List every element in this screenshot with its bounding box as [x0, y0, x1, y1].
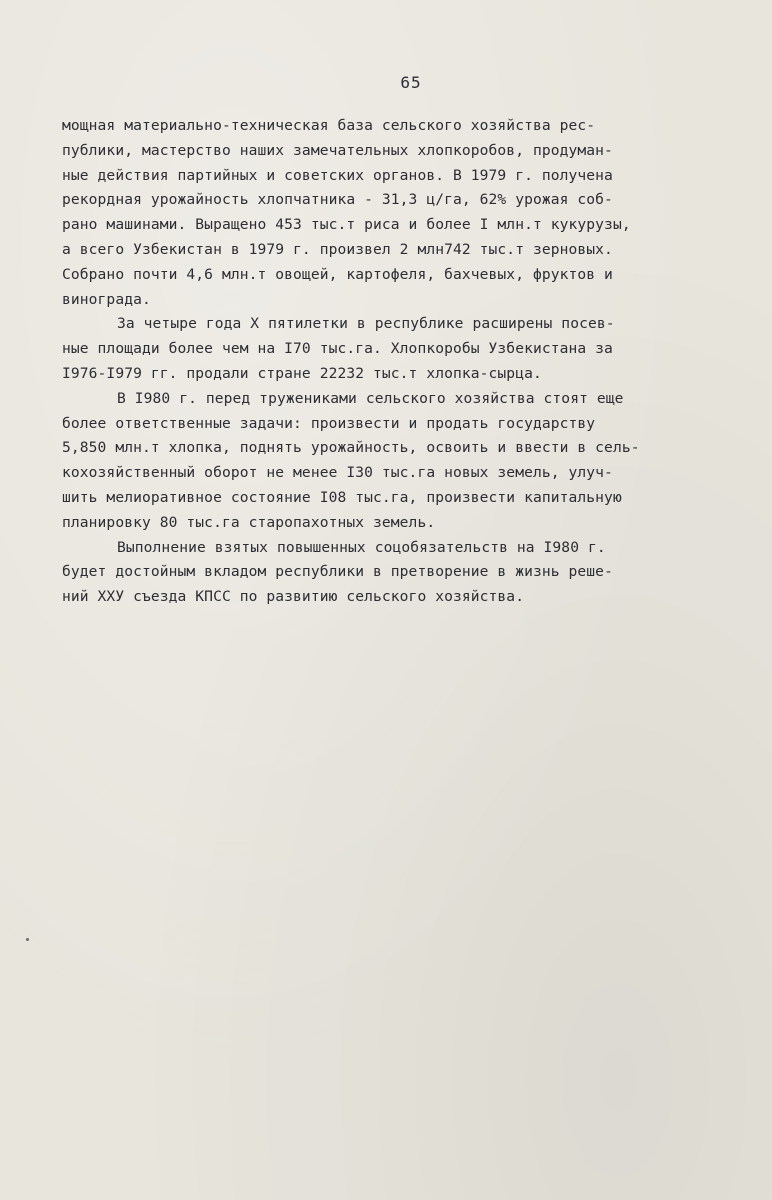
text-line: рекордная урожайность хлопчатника - 31,3 ц/га, 62% урожая соб-	[62, 191, 613, 209]
text-line: винограда.	[62, 290, 151, 308]
text-line: I976-I979 гг. продали стране 22232 тыс.т хлопка-сырца.	[62, 364, 542, 382]
paragraph	[62, 536, 742, 610]
body-text	[62, 114, 742, 610]
text-line: За четыре года X пятилетки в республике расширены посев-	[117, 315, 615, 333]
text-line: планировку 80 тыс.га старопахотных земель.	[62, 513, 436, 531]
text-line: кохозяйственный оборот не менее I30 тыс.га новых земель, улуч-	[62, 464, 613, 482]
paragraph	[62, 387, 742, 536]
text-line: будет достойным вкладом республики в претворение в жизнь реше-	[62, 563, 613, 581]
page-number: 65	[400, 73, 422, 92]
paragraph	[62, 312, 742, 386]
paper-speck	[26, 938, 29, 941]
text-line: Собрано почти 4,6 млн.т овощей, картофеля, бахчевых, фруктов и	[62, 265, 613, 283]
text-line: а всего Узбекистан в 1979 г. произвел 2 млн742 тыс.т зерновых.	[62, 240, 613, 258]
text-line: мощная материально-техническая база сельского хозяйства рес-	[62, 117, 596, 134]
text-line: Выполнение взятых повышенных соцобязательств на I980 г.	[117, 538, 606, 556]
text-line: В I980 г. перед тружениками сельского хозяйства стоят еще	[117, 389, 624, 407]
text-line: ные площади более чем на I70 тыс.га. Хлопкоробы Узбекистана за	[62, 340, 613, 358]
text-line: ные действия партийных и советских органов. В 1979 г. получена	[62, 166, 613, 184]
text-line: 5,850 млн.т хлопка, поднять урожайность, освоить и ввести в сель-	[62, 439, 640, 457]
text-line: рано машинами. Выращено 453 тыс.т риса и более I млн.т кукурузы,	[62, 216, 631, 234]
text-line: более ответственные задачи: произвести и продать государству	[62, 414, 596, 432]
text-line: шить мелиоративное состояние I08 тыс.га, произвести капитальную	[62, 488, 622, 506]
text-line: ний XXУ съезда КПСС по развитию сельского хозяйства.	[62, 588, 525, 606]
text-line: публики, мастерство наших замечательных хлопкоробов, продуман-	[62, 141, 613, 159]
paragraph	[62, 114, 742, 312]
